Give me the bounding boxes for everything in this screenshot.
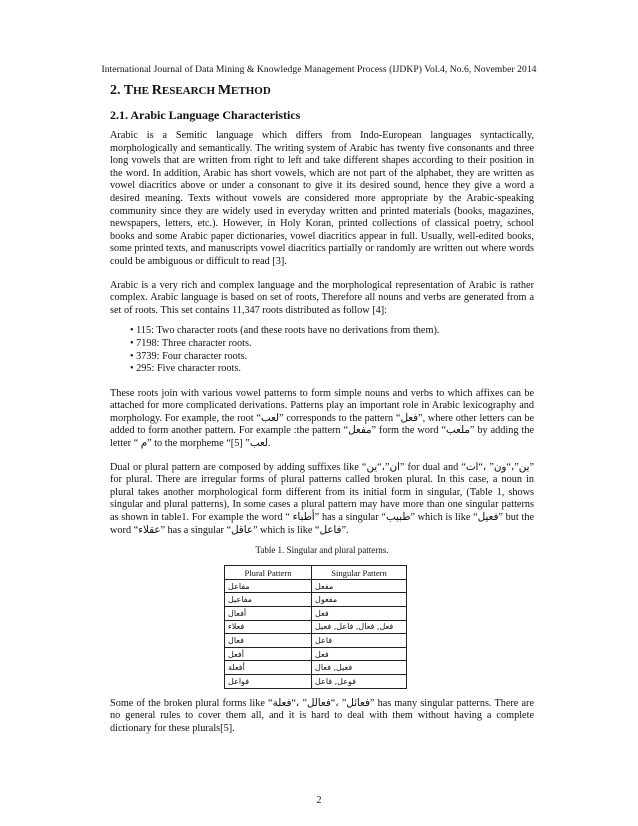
table-row	[225, 634, 407, 648]
singular-cell: مفعول	[312, 593, 407, 607]
paragraph-broken-plural: Some of the broken plural forms like “فعائل” ،“فعالل” ،“فعلة” has many singular patterns. There are no general rules to cover them all, and it is hard to deal with them without having a complete dictionary for these plurals[5].	[110, 697, 535, 734]
section-number: 2.	[110, 83, 121, 98]
plural-cell: فواعل	[225, 674, 312, 688]
table-row	[225, 579, 407, 593]
singular-cell: فعيل, فعال	[312, 661, 407, 675]
section-title-cap-3: M	[217, 83, 232, 98]
singular-cell: فوعل, فاعل	[312, 674, 407, 688]
running-header: International Journal of Data Mining & Knowledge Management Process (IJDKP) Vol.4, No.6, November 2014	[101, 64, 537, 75]
table-row	[225, 674, 407, 688]
subsection-heading: 2.1. Arabic Language Characteristics	[110, 108, 301, 122]
paragraph-patterns: These roots join with various vowel patterns to form simple nouns and verbs to which affixes can be attached for more complicated derivations. Patterns play an important role in Arabic lexicography and morphology. For example, the root “لعب” corresponds to the pattern “فعل”, where other letters can be added to form another pattern. For example :the pattern “مفعل” form the word “ملعب” by adding the letter “ م” to the morpheme “لعب” [5].	[110, 387, 534, 450]
plural-cell: مفاعيل	[225, 593, 312, 607]
paragraph-arabic-intro: Arabic is a Semitic language which differs from Indo-European languages syntactically, morphologically and semantically. The writing system of Arabic has twenty five consonants and three long vowels that are written from right to left and take different shapes according to their position in the word. In addition, Arabic has short vowels, which are not part of the alphabet, they are written as vowel diacritics above or under a consonant to give it its desired sound, hence they give a word a desired meaning. Texts without vowels are considered more appropriate by the Arabic-speaking community since they are widely used in everyday written and printed materials (books, magazines, newspapers, letters, etc.). However, in Holy Koran, printed collections of classical poetry, school books and some Arabic paper dictionaries, vowel diacritics appear in full. Usually, well-edited books, some printed texts, and manuscripts vowel diacritics partially or randomly are written out where words could be ambiguous or difficult to read [3].	[110, 130, 534, 267]
table-header-row	[225, 566, 407, 580]
plural-cell: مفاعل	[225, 579, 312, 593]
section-heading	[110, 82, 534, 100]
singular-cell: مفعل	[312, 579, 407, 593]
table-row	[225, 661, 407, 675]
singular-cell: فعل	[312, 607, 407, 621]
list-item: • 115: Two character roots (and these roots have no derivations from them).	[130, 325, 534, 338]
column-header-plural: Plural Pattern	[225, 566, 312, 580]
column-header-singular: Singular Pattern	[312, 566, 407, 580]
section-title-cap-1: T	[123, 83, 134, 98]
table-row	[225, 593, 407, 607]
singular-cell: فاعل	[312, 634, 407, 648]
table-caption: Table 1. Singular and plural patterns.	[255, 545, 389, 556]
table-row	[225, 647, 407, 661]
table-row	[225, 620, 407, 634]
plural-cell: فعال	[225, 634, 312, 648]
plural-cell: فعلاء	[225, 620, 312, 634]
singular-cell: فعل, فعال, فاعل, فعيل	[312, 620, 407, 634]
page-content	[110, 82, 534, 735]
singular-cell: فعل	[312, 647, 407, 661]
plural-cell: أفعال	[225, 607, 312, 621]
paragraph-roots: Arabic is a very rich and complex language and the morphological representation of Arabic is rather complex. Arabic language is based on set of roots, Therefore all nouns and verbs are generated from a set of roots. This set contains 11,347 roots distributed as follow [4]:	[110, 279, 534, 316]
section-title-part-1: HE	[133, 85, 152, 97]
table-row	[225, 607, 407, 621]
paragraph-plural: Dual or plural pattern are composed by adding suffixes like “ان”،“ين” for dual and “ين”،“ون” ،“ات” for plural. There are irregular forms of plural patterns called broken plural. In this case, a noun in plural takes another morphological form different from its initial form in singular, (Table 1, shows singular and plural patterns), In some cases a plural pattern may have more than one singular patterns as shown in table1. For example the word “ أطباء” has a singular “طبيب” which is like “فعيل” but the word “عقلاء” has a singular “عاقل” which is like “فاعل”.	[110, 461, 535, 536]
roots-list	[130, 325, 534, 375]
singular-plural-table	[224, 565, 407, 688]
plural-cell: أفعل	[225, 647, 312, 661]
section-title-part-3: ETHOD	[231, 85, 271, 97]
list-item: • 7198: Three character roots.	[130, 338, 534, 351]
list-item: • 3739: Four character roots.	[130, 351, 534, 364]
section-title-cap-2: R	[151, 83, 162, 98]
plural-cell: أفعلة	[225, 661, 312, 675]
section-title-part-2: ESEARCH	[161, 85, 218, 97]
page-number: 2	[316, 795, 322, 806]
list-item: • 295: Five character roots.	[130, 363, 534, 376]
